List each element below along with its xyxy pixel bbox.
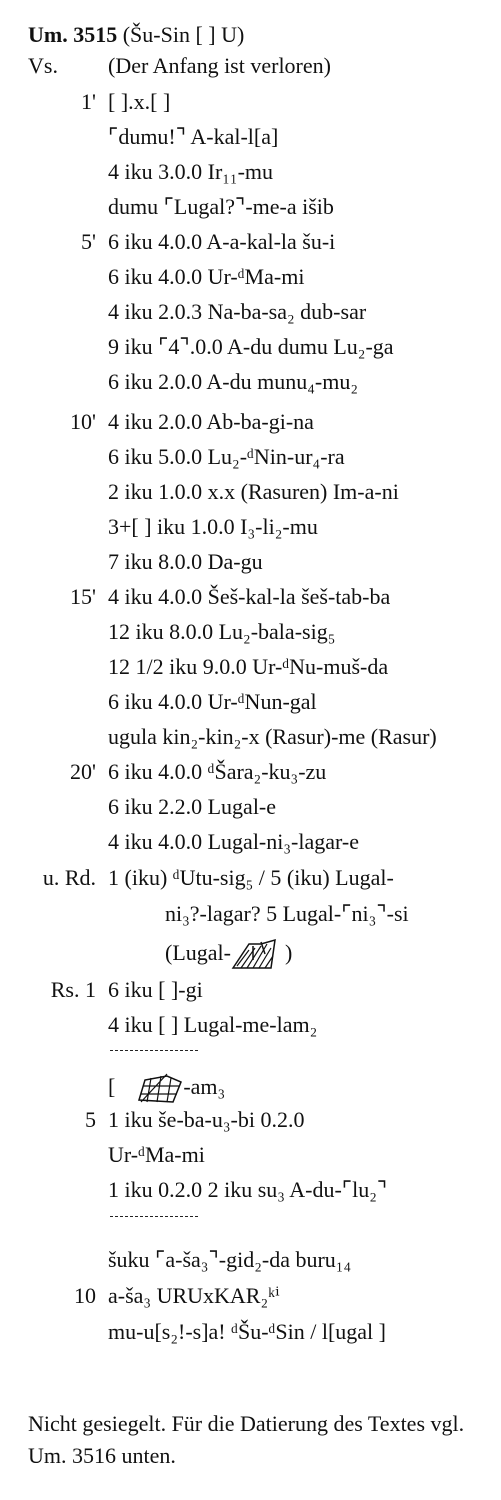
- line-number: 15': [70, 584, 96, 609]
- line-text: 1 iku 0.2.0 2 iku su₃ A-du-⌜lu₂⌝: [108, 1177, 388, 1202]
- line-text: [ ].x.[ ]: [108, 89, 171, 114]
- line-text: ⌜dumu!⌝ A-kal-l[a]: [108, 124, 279, 149]
- line-text: 4 iku [ ] Lugal-me-lam₂: [108, 1012, 318, 1037]
- tablet-date: (Šu-Sin [ ] U): [122, 22, 245, 47]
- broken-sign-hatch-icon: [137, 1072, 183, 1104]
- broken-sign-hatch-icon: [231, 938, 277, 970]
- separator-line: [110, 1216, 198, 1217]
- line-text: 4 iku 3.0.0 Ir₁₁-mu: [108, 159, 274, 184]
- line-text: 4 iku 2.0.0 Ab-ba-gi-na: [108, 409, 314, 434]
- line-text: šuku ⌜a-ša₃⌝-gid₂-da buru₁₄: [108, 1247, 352, 1272]
- separator-line: [110, 1050, 198, 1051]
- line-text: 9 iku ⌜4⌝.0.0 A-du dumu Lu₂-ga: [108, 334, 394, 359]
- line-text: [165, 938, 292, 970]
- line-text: 6 iku 4.0.0 A-a-kal-la šu-i: [108, 229, 336, 254]
- footer-note: Nicht gesiegelt. Für die Datierung des Textes vgl. Um. 3516 unten.: [28, 1411, 465, 1468]
- line-text: 6 iku 4.0.0 ᵈŠara₂-ku₃-zu: [108, 759, 327, 784]
- line-text: a-ša₃ URUxKAR₂ᵏⁱ: [108, 1283, 280, 1308]
- line-text: 1 (iku) ᵈUtu-sig₅ / 5 (iku) Lugal-: [108, 865, 394, 890]
- line-text: ugula kin₂-kin₂-x (Rasur)-me (Rasur): [108, 724, 437, 749]
- line-text-part: [: [108, 1074, 116, 1099]
- line-text-part: ): [284, 940, 293, 965]
- line-text: [108, 1072, 225, 1104]
- line-text: dumu ⌜Lugal?⌝-me-a išib: [108, 194, 334, 219]
- line-text: 6 iku 2.0.0 A-du munu₄-mu₂: [108, 369, 359, 394]
- line-text-part: (Lugal-: [165, 940, 231, 965]
- line-text: 2 iku 1.0.0 x.x (Rasuren) Im-a-ni: [108, 479, 399, 504]
- line-text: (Der Anfang ist verloren): [108, 53, 331, 78]
- line-text: mu-u[s₂!-s]a! ᵈŠu-ᵈSin / l[ugal ]: [108, 1319, 386, 1344]
- line-number: 20': [70, 759, 96, 784]
- line-text: 6 iku 5.0.0 Lu₂-ᵈNin-ur₄-ra: [108, 444, 345, 469]
- line-number: 1': [81, 89, 96, 114]
- line-text: Ur-ᵈMa-mi: [108, 1142, 205, 1167]
- line-text: 7 iku 8.0.0 Da-gu: [108, 549, 263, 574]
- line-number: 10: [74, 1283, 96, 1308]
- line-text: 4 iku 4.0.0 Šeš-kal-la šeš-tab-ba: [108, 584, 391, 609]
- line-text: 12 1/2 iku 9.0.0 Ur-ᵈNu-muš-da: [108, 654, 389, 679]
- line-text: 6 iku 4.0.0 Ur-ᵈMa-mi: [108, 264, 305, 289]
- line-number: Vs.: [28, 53, 58, 78]
- line-text: 4 iku 4.0.0 Lugal-ni₃-lagar-e: [108, 829, 359, 854]
- line-text: 1 iku še-ba-u₃-bi 0.2.0: [108, 1107, 305, 1132]
- line-text: 12 iku 8.0.0 Lu₂-bala-sig₅: [108, 619, 336, 644]
- line-number: Rs. 1: [50, 977, 96, 1002]
- line-number: 10': [70, 409, 96, 434]
- line-text: 6 iku [ ]-gi: [108, 977, 203, 1002]
- line-text: 3+[ ] iku 1.0.0 I₃-li₂-mu: [108, 514, 318, 539]
- header: [28, 22, 244, 48]
- line-number: 5': [81, 229, 96, 254]
- line-number: u. Rd.: [42, 865, 96, 890]
- line-text: 4 iku 2.0.3 Na-ba-sa₂ dub-sar: [108, 299, 367, 324]
- line-text-part: -am₃: [183, 1074, 226, 1099]
- tablet-id: Um. 3515: [28, 22, 118, 47]
- line-text: ni₃?-lagar? 5 Lugal-⌜ni₃⌝-si: [165, 901, 409, 926]
- line-text: 6 iku 4.0.0 Ur-ᵈNun-gal: [108, 689, 317, 714]
- line-number: 5: [85, 1107, 96, 1132]
- line-text: 6 iku 2.2.0 Lugal-e: [108, 794, 277, 819]
